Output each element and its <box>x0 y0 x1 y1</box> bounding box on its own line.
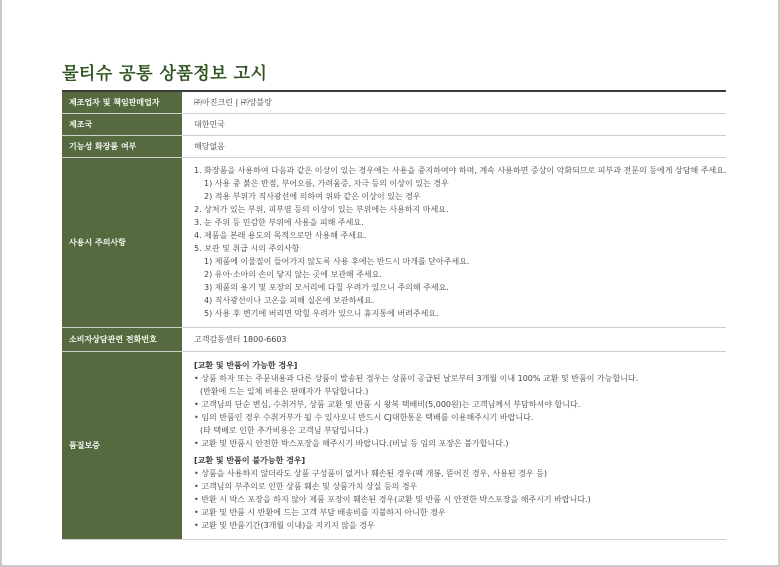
quality-line: • 고객님의 단순 변심, 수취거부, 상품 교환 및 반품 시 왕복 택배비(5,000원)는 고객님께서 부담하셔야 합니다. <box>194 399 581 409</box>
caution-line: 3) 제품의 용기 및 포장의 모서리에 다칠 우려가 있으니 주의해 주세요. <box>204 283 449 292</box>
quality-line: • 교환 및 반품 시 반환에 드는 고객 부담 배송비를 지불하지 아니한 경우 <box>194 507 446 517</box>
quality-line: (타 택배로 인한 추가비용은 고객님 부담입니다.) <box>200 425 369 435</box>
quality-line: • 반환 시 박스 포장을 하지 않아 제품 포장이 훼손된 경우(교환 및 반품 시 안전한 박스포장을 해주시기 바랍니다.) <box>194 494 591 504</box>
caution-line: 4) 직사광선이나 고온을 피해 실온에 보관하세요. <box>204 296 375 305</box>
page-title: 물티슈 공통 상품정보 고시 <box>62 64 268 84</box>
caution-line: 2. 상처가 있는 부위, 피부염 등의 이상이 있는 부위에는 사용하지 마세요. <box>194 205 449 214</box>
table-row-country <box>62 113 726 135</box>
quality-line: • 임의 반품인 경우 수취거부가 될 수 있사오니 반드시 CJ대한통운 택배를 이용해주시기 바랍니다. <box>194 412 534 422</box>
quality-line: • 고객님의 부주의로 인한 상품 훼손 및 상품가치 상실 등의 경우 <box>194 481 418 491</box>
quality-value <box>182 351 726 539</box>
caution-line: 1) 사용 중 붉은 반점, 부어오름, 가려움증, 자극 등의 이상이 있는 경우 <box>204 179 449 188</box>
caution-line: 4. 제품을 본래 용도의 목적으로만 사용해 주세요. <box>194 231 367 240</box>
table-row-contact <box>62 327 726 351</box>
country-label: 제조국 <box>62 113 182 135</box>
caution-line: 5) 사용 후 변기에 버리면 막힐 우려가 있으니 휴지통에 버려주세요. <box>204 309 439 318</box>
quality-heading-nonreturnable: [교환 및 반품이 불가능한 경우] <box>194 455 306 465</box>
quality-label: 품질보증 <box>62 351 182 539</box>
quality-heading-returnable: [교환 및 반품이 가능한 경우] <box>194 360 298 370</box>
maker-label: 제조업자 및 책임판매업자 <box>62 91 182 113</box>
table-row-quality <box>62 351 726 539</box>
functional-value: 해당없음 <box>182 135 726 157</box>
maker-value: ㈜아진크린 | ㈜앙블랑 <box>182 91 726 113</box>
caution-line: 1) 제품에 이물질이 들어가지 않도록 사용 후에는 반드시 마개를 닫아주세요. <box>204 257 470 266</box>
caution-line: 3. 눈 주위 등 민감한 부위에 사용을 피해 주세요. <box>194 218 364 227</box>
page-frame-left <box>0 0 2 567</box>
caution-line: 1. 화장품을 사용하여 다음과 같은 이상이 있는 경우에는 사용을 중지하여야 하며, 계속 사용하면 증상이 악화되므로 피부과 전문의 등에게 상담해 주세요. <box>194 166 726 175</box>
contact-label: 소비자상담관련 전화번호 <box>62 327 182 351</box>
quality-line: • 상품을 사용하지 않더라도 상품 구성품이 없거나 훼손된 경우(팩 개봉, 뜯어진 경우, 사용된 경우 등) <box>194 468 548 478</box>
table-row-maker <box>62 91 726 113</box>
product-info-table <box>62 90 726 540</box>
caution-line: 5. 보관 및 취급 시의 주의사항 <box>194 244 300 253</box>
functional-label: 기능성 화장품 여부 <box>62 135 182 157</box>
quality-line: • 교환 및 반품시 안전한 박스포장을 해주시기 바랍니다.(비닐 등 임의 포장은 불가합니다.) <box>194 438 509 448</box>
contact-value: 고객감동센터 1800-6603 <box>182 327 726 351</box>
quality-line: (반환에 드는 일체 비용은 판매자가 부담합니다.) <box>200 386 369 396</box>
caution-line: 2) 유아·소아의 손이 닿지 않는 곳에 보관해 주세요. <box>204 270 382 279</box>
table-row-functional <box>62 135 726 157</box>
country-value: 대한민국 <box>182 113 726 135</box>
caution-label: 사용시 주의사항 <box>62 157 182 327</box>
caution-line: 2) 적용 부위가 직사광선에 의하여 위와 같은 이상이 있는 경우 <box>204 192 421 201</box>
quality-line: • 상품 하자 또는 주문내용과 다른 상품이 발송된 경우는 상품이 공급된 날로부터 3개월 이내 100% 교환 및 반품이 가능합니다. <box>194 373 639 383</box>
table-row-caution <box>62 157 726 327</box>
quality-line: • 교환 및 반품기간(3개월 이내)을 지키지 않을 경우 <box>194 520 375 530</box>
caution-value <box>182 157 726 327</box>
